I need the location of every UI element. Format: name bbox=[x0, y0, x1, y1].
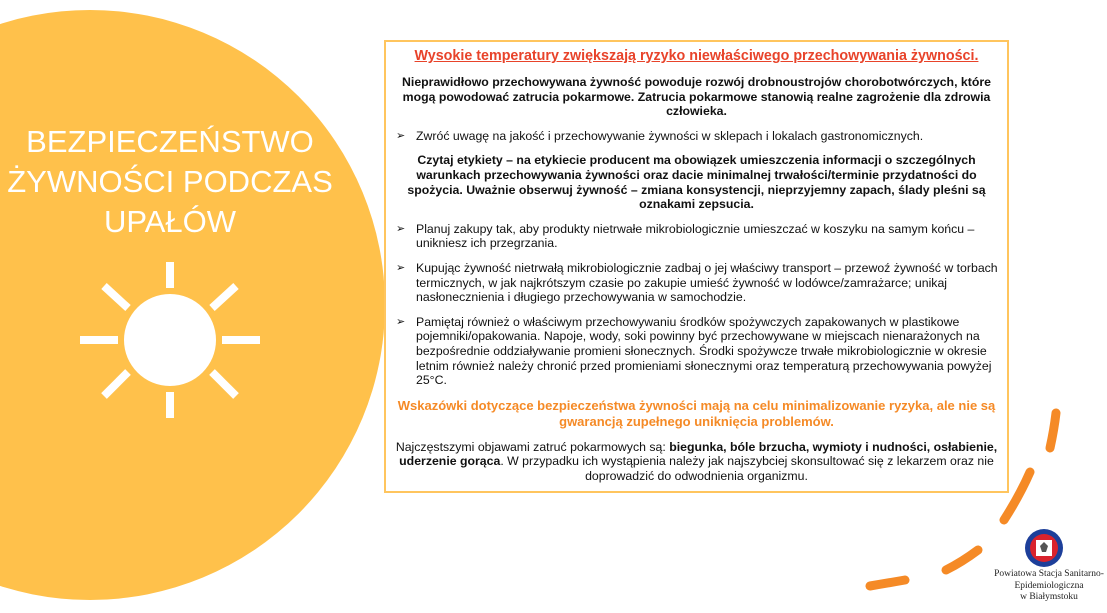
symptoms-list: uderzenie gorąca bbox=[399, 454, 501, 469]
text: Najczęstszymi objawami zatruć pokarmowych są: bbox=[395, 439, 670, 454]
text: . W przypadku ich wystąpienia należy jak najszybciej skonsultować się bbox=[500, 454, 884, 469]
title-line: UPAŁÓW bbox=[103, 204, 237, 239]
text-line: Epidemiologiczna bbox=[1014, 580, 1084, 591]
text-line: Planuj zakupy tak, aby produkty nietrwałe mikrobiologicznie umieszczać w koszyku na samym końcu – bbox=[416, 221, 975, 236]
arrow-bullet-icon: ➢ bbox=[396, 222, 406, 235]
text-line: Uważnie obserwuj żywność – zmiana konsystencji, nieprzyjemny zapach, ślady pleśni są oznakami zepsucia. bbox=[466, 182, 986, 212]
arrow-bullet-icon: ➢ bbox=[396, 261, 406, 274]
title-line: ŻYWNOŚCI PODCZAS bbox=[7, 164, 333, 199]
arrow-bullet-icon: ➢ bbox=[396, 315, 406, 328]
text-line: w torbach termicznych, w jak najkrótszym czasie po zakupie umieść żywność w lodówce/zamrażarce; bbox=[416, 260, 998, 290]
title-line: BEZPIECZEŃSTWO bbox=[26, 124, 314, 159]
arrow-bullet-icon: ➢ bbox=[396, 129, 406, 142]
institution-name bbox=[993, 569, 1105, 604]
text-line: również należy chronić przed promieniami słonecznymi oraz temperaturą przechowywania powyżej 25°C. bbox=[416, 358, 992, 388]
text-line: Nieprawidłowo przechowywana żywność powoduje rozwój drobnoustrojów chorobotwórczych, które mogą bbox=[402, 75, 991, 104]
text-line: pojemniki/opakowania. Napoje, wody, soki powinny być przechowywane w miejscach nienarażonych na bbox=[416, 329, 980, 344]
text-line: Powiatowa Stacja Sanitarno- bbox=[994, 569, 1104, 579]
text-line: z lekarzem oraz nie doprowadzić do odwodnienia organizmu. bbox=[585, 454, 994, 483]
text-line: bezpośrednie oddziaływanie promieni słonecznych. Środki spożywcze trwałe mikrobiologicznie w okresie letnim bbox=[416, 343, 987, 373]
sanepid-emblem-icon bbox=[1024, 528, 1064, 568]
text-line: unikniesz ich przegrzania. bbox=[416, 236, 558, 251]
text-line: Kupując żywność nietrwałą mikrobiologicznie zadbaj o jej właściwy transport – przewoź żywność bbox=[416, 260, 941, 275]
text-line: Zwróć uwagę na jakość i przechowywanie żywności w sklepach i lokalach gastronomicznych. bbox=[416, 128, 924, 143]
headline: Wysokie temperatury zwiększają ryzyko niewłaściwego przechowywania żywności. bbox=[414, 48, 979, 64]
text-line: Pamiętaj również o właściwym przechowywaniu środków spożywczych zapakowanych w plastikowe bbox=[416, 314, 960, 329]
symptoms-list: biegunka, bóle brzucha, wymioty i nudności, osłabienie, bbox=[669, 439, 998, 454]
text-line: gwarancją zupełnego uniknięcia problemów. bbox=[559, 413, 834, 429]
text-line: unikaj nasłonecznienia i długiego przechowywania w samochodzie. bbox=[416, 275, 948, 305]
text-line: przechowywania żywności oraz dacie minimalnej trwałości/terminie przydatności do spożycia. bbox=[407, 167, 977, 197]
text-line: Czytaj etykiety – na etykiecie producent ma obowiązek umieszczenia informacji o szczególnych warunkach bbox=[416, 153, 976, 182]
text-line: powodować zatrucia pokarmowe. Zatrucia pokarmowe stanowią realne zagrożenie dla zdrowia człowieka. bbox=[438, 89, 991, 119]
text-line: w Białymstoku bbox=[1020, 592, 1078, 602]
text-line: Wskazówki dotyczące bezpieczeństwa żywności mają na celu minimalizowanie ryzyka, ale nie są bbox=[397, 397, 996, 413]
